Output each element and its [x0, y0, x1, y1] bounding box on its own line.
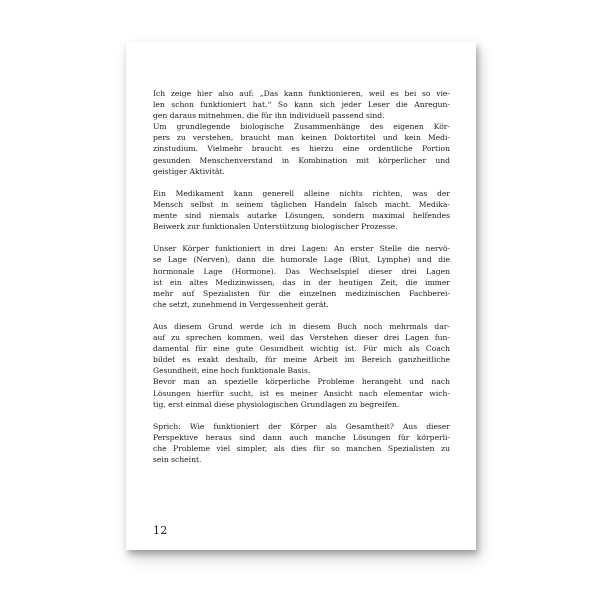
text-line: sein scheint.: [153, 455, 202, 465]
text-line: Perspektive heraus sind dann auch manche Lösungen für körperli-: [153, 432, 450, 442]
text-line: ist ein altes Medizinwissen, das in der heutigen Zeit, die immer: [153, 277, 450, 287]
book-page: [126, 42, 476, 550]
text-line: mehr auf Spezialisten für die einzelnen medizinischen Fachberei-: [153, 288, 450, 298]
text-line: zinstudium. Vielmehr braucht es hierzu eine ordentliche Portion: [153, 144, 450, 154]
text-line: che Probleme viel simpler, als dies für so manchen Spezialisten zu: [153, 444, 450, 453]
paragraph-4: [153, 243, 450, 310]
paragraph-gap: [153, 410, 450, 421]
text-line: Beiwerk zur funktionalen Unterstützung biologischer Prozesse.: [153, 222, 398, 232]
text-line: damental für eine gute Gesundheit wichtig ist. Für mich als Coach: [153, 344, 450, 354]
paragraph-3: [153, 188, 450, 232]
text-line: geistiger Aktivität.: [153, 166, 225, 176]
paragraph-7: [153, 421, 450, 465]
text-line: bildet es exakt deshalb, für meine Arbeit im Bereich ganzheitliche: [153, 355, 450, 365]
paragraph-5: [153, 321, 450, 376]
text-line: Bevor man an spezielle körperliche Probleme herangeht und nach: [153, 377, 450, 387]
paragraph-2: [153, 121, 450, 176]
text-line: che setzt, zunehmend in Vergessenheit gerät.: [153, 299, 329, 309]
text-line: Gesundheit, eine hoch funktionale Basis.: [153, 366, 311, 376]
text-line: mente sind niemals autarke Lösungen, sondern maximal helfendes: [153, 211, 450, 221]
text-line: Lösungen hierfür sucht, ist es meiner Ansicht nach elementar wich-: [153, 388, 450, 398]
text-line: pers zu verstehen, braucht man keinen Doktortitel und kein Medi-: [153, 133, 450, 143]
text-line: se Lage (Nerven), dann die humorale Lage (Blut, Lymphe) und die: [153, 255, 450, 265]
text-line: Mensch selbst in seinem täglichen Handeln falsch macht. Medika-: [153, 199, 450, 209]
paragraph-gap: [153, 310, 450, 321]
text-line: len schon funktioniert hat.“ So kann sich jeder Leser die Anregun-: [153, 100, 450, 110]
text-line: auf zu sprechen kommen, weil das Verstehen dieser drei Lagen fun-: [153, 333, 450, 343]
paragraph-1: [153, 88, 450, 121]
text-line: tig, erst einmal diese physiologischen Grundlagen zu begreifen.: [153, 399, 400, 409]
page-body-text: [153, 88, 450, 465]
text-line: Aus diesem Grund werde ich in diesem Buch noch mehrmals dar-: [153, 321, 450, 331]
text-line: Um grundlegende biologische Zusammenhänge des eigenen Kör-: [153, 122, 450, 132]
text-line: Unser Körper funktioniert in drei Lagen: An erster Stelle die nervö-: [153, 244, 450, 254]
paragraph-gap: [153, 232, 450, 243]
text-line: Sprich: Wie funktioniert der Körper als Gesamtheit? Aus dieser: [153, 421, 450, 431]
text-line: gesunden Menschenverstand in Kombination mit körperlicher und: [153, 155, 450, 165]
text-line: Ich zeige hier also auf: „Das kann funktionieren, weil es bei so vie-: [153, 89, 450, 98]
text-line: gen daraus mitnehmen, die für ihn individuell passend sind.: [153, 111, 385, 121]
paragraph-gap: [153, 177, 450, 188]
paragraph-6: [153, 376, 450, 409]
text-line: hormonale Lage (Hormone). Das Wechselspiel dieser drei Lagen: [153, 266, 450, 276]
page-number: 12: [153, 524, 168, 537]
text-line: Ein Medikament kann generell alleine nichts richten, was der: [153, 188, 450, 198]
